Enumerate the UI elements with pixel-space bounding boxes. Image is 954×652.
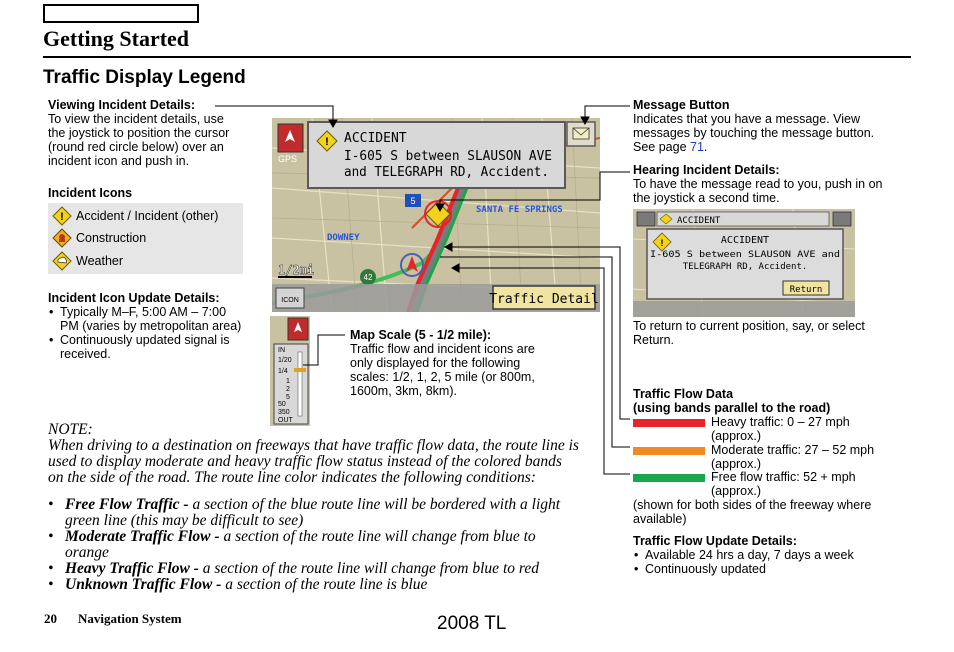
hearing-incident-title: Hearing Incident Details: (633, 163, 780, 177)
small-popup-line2: TELEGRAPH RD, Accident. (682, 262, 808, 272)
popup-line2: and TELEGRAPH RD, Accident. (344, 165, 549, 180)
construction-icon-label: Construction (76, 231, 147, 245)
svg-text:!: ! (660, 238, 664, 248)
condition-name: Moderate Traffic Flow - (65, 528, 220, 545)
place-santa-fe-springs: SANTA FE SPRINGS (476, 205, 563, 215)
scale-slider-thumb[interactable] (294, 368, 306, 372)
small-map-back-button[interactable] (637, 212, 655, 226)
note-line: used to display moderate and heavy traffic flow status instead of the colored bands (48, 453, 562, 470)
incident-update-item (60, 333, 263, 361)
message-button-title: Message Button (633, 98, 730, 112)
small-popup-title: ACCIDENT (720, 235, 770, 246)
incident-icon-row (52, 250, 123, 272)
subsection-title: Traffic Display Legend (43, 67, 246, 88)
return-button-label: Return (789, 285, 823, 295)
scale-label: OUT (278, 417, 293, 424)
weather-icon-label: Weather (76, 254, 124, 268)
bullet-line: PM (varies by metropolitan area) (60, 319, 242, 333)
hearing-line: To have the message read to you, push in on (633, 177, 883, 191)
return-block (633, 319, 865, 347)
shown-both-sides-block (633, 498, 871, 526)
shown-line: available) (633, 512, 687, 526)
page-number: 20 (44, 611, 57, 626)
moderate-traffic-swatch (633, 447, 705, 455)
map-scale-title: Map Scale (5 - 1/2 mile): (350, 328, 492, 342)
header-tab-box (43, 4, 199, 23)
incident-icon-row (52, 205, 218, 227)
heavy-traffic-label: Heavy traffic: 0 – 27 mph (711, 415, 850, 429)
condition-item: • Moderate Traffic Flow - a section of the route line will change from blue to orange (48, 529, 608, 561)
book-title: Navigation System (78, 611, 182, 626)
incident-detail-canvas (633, 209, 855, 317)
conditions-list (48, 497, 608, 593)
message-line: messages by touching the message button. (633, 126, 875, 140)
heavy-traffic-swatch (633, 419, 705, 427)
condition-text: a section of the route line will change from blue to red (198, 560, 539, 577)
return-line: Return. (633, 333, 674, 347)
incident-detail-screenshot (633, 209, 855, 317)
viewing-line: (round red circle below) over an (48, 140, 224, 154)
flow-update-list (633, 548, 854, 576)
viewing-line: incident icon and push in. (48, 154, 190, 168)
bullet-line: • Continuously updated signal is (60, 333, 230, 347)
free-flow-swatch (633, 474, 705, 482)
bullet-line: received. (60, 347, 111, 361)
map-scale-line: 1600m, 3km, 8km). (350, 384, 457, 398)
flow-update-block (633, 534, 854, 576)
navigation-map-screenshot (272, 118, 600, 312)
construction-icon (52, 228, 72, 248)
hearing-line: the joystick a second time. (633, 191, 780, 205)
condition-name: Heavy Traffic Flow - (65, 560, 199, 577)
traffic-detail-label: Traffic Detail (489, 292, 599, 307)
page-71-link[interactable]: 71 (690, 140, 704, 154)
heavy-traffic-text (711, 415, 850, 443)
map-scale-line: only displayed for the following (350, 356, 521, 370)
scale-label: 1/20 (278, 357, 292, 364)
small-popup-line1: I-605 S between SLAUSON AVE and (650, 250, 840, 260)
incident-icon-row (52, 227, 146, 249)
message-button-block (633, 98, 874, 154)
traffic-flow-title: Traffic Flow Data (633, 387, 734, 401)
incident-update-block (48, 291, 263, 361)
map-canvas (272, 118, 600, 312)
scale-strip-canvas (270, 316, 310, 426)
note-line: on the side of the road. The route line color indicates the following conditions: (48, 469, 536, 486)
condition-item: • Unknown Traffic Flow - a section of the route line is blue (48, 576, 428, 593)
moderate-traffic-text (711, 443, 874, 471)
free-flow-text (711, 470, 856, 498)
traffic-flow-title-block (633, 387, 830, 415)
bullet-line: • Typically M–F, 5:00 AM – 7:00 (60, 305, 227, 319)
message-line (633, 140, 874, 154)
heavy-traffic-approx: (approx.) (711, 429, 762, 443)
condition-text: a section of the route line will change from blue to (219, 528, 536, 545)
weather-icon (52, 251, 72, 271)
incident-icons-box (48, 203, 243, 274)
small-map-message-button[interactable] (833, 212, 851, 226)
incident-icons-title: Incident Icons (48, 186, 133, 200)
flow-update-title: Traffic Flow Update Details: (633, 534, 797, 548)
scale-label: 50 (278, 401, 286, 408)
condition-item: • Heavy Traffic Flow - a section of the route line will change from blue to red (48, 560, 539, 577)
viewing-incident-block (48, 98, 229, 168)
place-downey: DOWNEY (327, 233, 360, 243)
svg-text:!: ! (325, 136, 329, 148)
scale-label: IN (278, 347, 285, 354)
map-scale-block (350, 328, 535, 398)
viewing-line: the joystick to position the cursor (48, 126, 230, 140)
map-scale-strip (270, 316, 310, 426)
condition-text: a section of the blue route line will be bordered with a light (188, 496, 561, 513)
header-rule (43, 56, 911, 58)
scale-label: 2 (286, 386, 290, 393)
popup-title: ACCIDENT (344, 131, 407, 146)
condition-name: Free Flow Traffic - (65, 496, 189, 513)
incident-update-title: Incident Icon Update Details: (48, 291, 220, 305)
map-scale-line: scales: 1/2, 1, 2, 5 mile (or 800m, (350, 370, 535, 384)
moderate-traffic-approx: (approx.) (711, 457, 762, 471)
section-title: Getting Started (43, 26, 190, 51)
message-see-page: See page (633, 140, 690, 154)
icon-button-label: ICON (281, 297, 299, 304)
accident-icon (52, 206, 72, 226)
scale-slider-track[interactable] (298, 352, 302, 416)
incident-update-item (60, 305, 263, 333)
map-scale-label: 1/2mi (278, 263, 315, 277)
viewing-incident-title: Viewing Incident Details: (48, 98, 196, 112)
message-period: . (703, 140, 708, 154)
route-42-label: 42 (363, 273, 373, 282)
condition-text: a section of the route line is blue (221, 576, 428, 593)
viewing-line: To view the incident details, use (48, 112, 224, 126)
shown-line: (shown for both sides of the freeway where (633, 498, 872, 512)
accident-icon-label: Accident / Incident (other) (76, 209, 219, 223)
popup-line1: I-605 S between SLAUSON AVE (344, 149, 552, 164)
moderate-traffic-label: Moderate traffic: 27 – 52 mph (711, 443, 875, 457)
note-block (48, 422, 579, 486)
small-map-tab-label: ACCIDENT (677, 216, 721, 226)
condition-text-cont: orange (65, 544, 109, 561)
svg-text:!: ! (60, 211, 64, 223)
small-map-bottom-bar (633, 301, 855, 317)
scale-label: 1/4 (278, 368, 288, 375)
message-line: Indicates that you have a message. View (633, 112, 860, 126)
scale-label: 5 (286, 394, 290, 401)
gps-label: GPS (278, 154, 298, 164)
condition-text-cont: green line (this may be difficult to see) (65, 512, 304, 529)
traffic-flow-subtitle: (using bands parallel to the road) (633, 401, 831, 415)
free-flow-approx: (approx.) (711, 484, 762, 498)
scale-label: 350 (278, 409, 290, 416)
map-scale-line: Traffic flow and incident icons are (350, 342, 535, 356)
condition-name: Unknown Traffic Flow - (65, 576, 222, 593)
scale-label: 1 (286, 378, 290, 385)
note-label: NOTE: (48, 421, 93, 438)
condition-item: • Free Flow Traffic - a section of the blue route line will be bordered with a light green line (this may be difficult to see) (48, 497, 608, 529)
note-line: When driving to a destination on freeways that have traffic flow data, the route line is (48, 437, 579, 454)
free-flow-label: Free flow traffic: 52 + mph (711, 470, 856, 484)
return-line: To return to current position, say, or select (633, 319, 865, 333)
flow-update-item: • Continuously updated (645, 562, 854, 576)
hearing-incident-block (633, 163, 882, 205)
incident-update-list (48, 305, 263, 361)
freeway-5-label: 5 (410, 196, 416, 206)
model-label: 2008 TL (437, 613, 507, 634)
flow-update-item: • Available 24 hrs a day, 7 days a week (645, 548, 854, 562)
